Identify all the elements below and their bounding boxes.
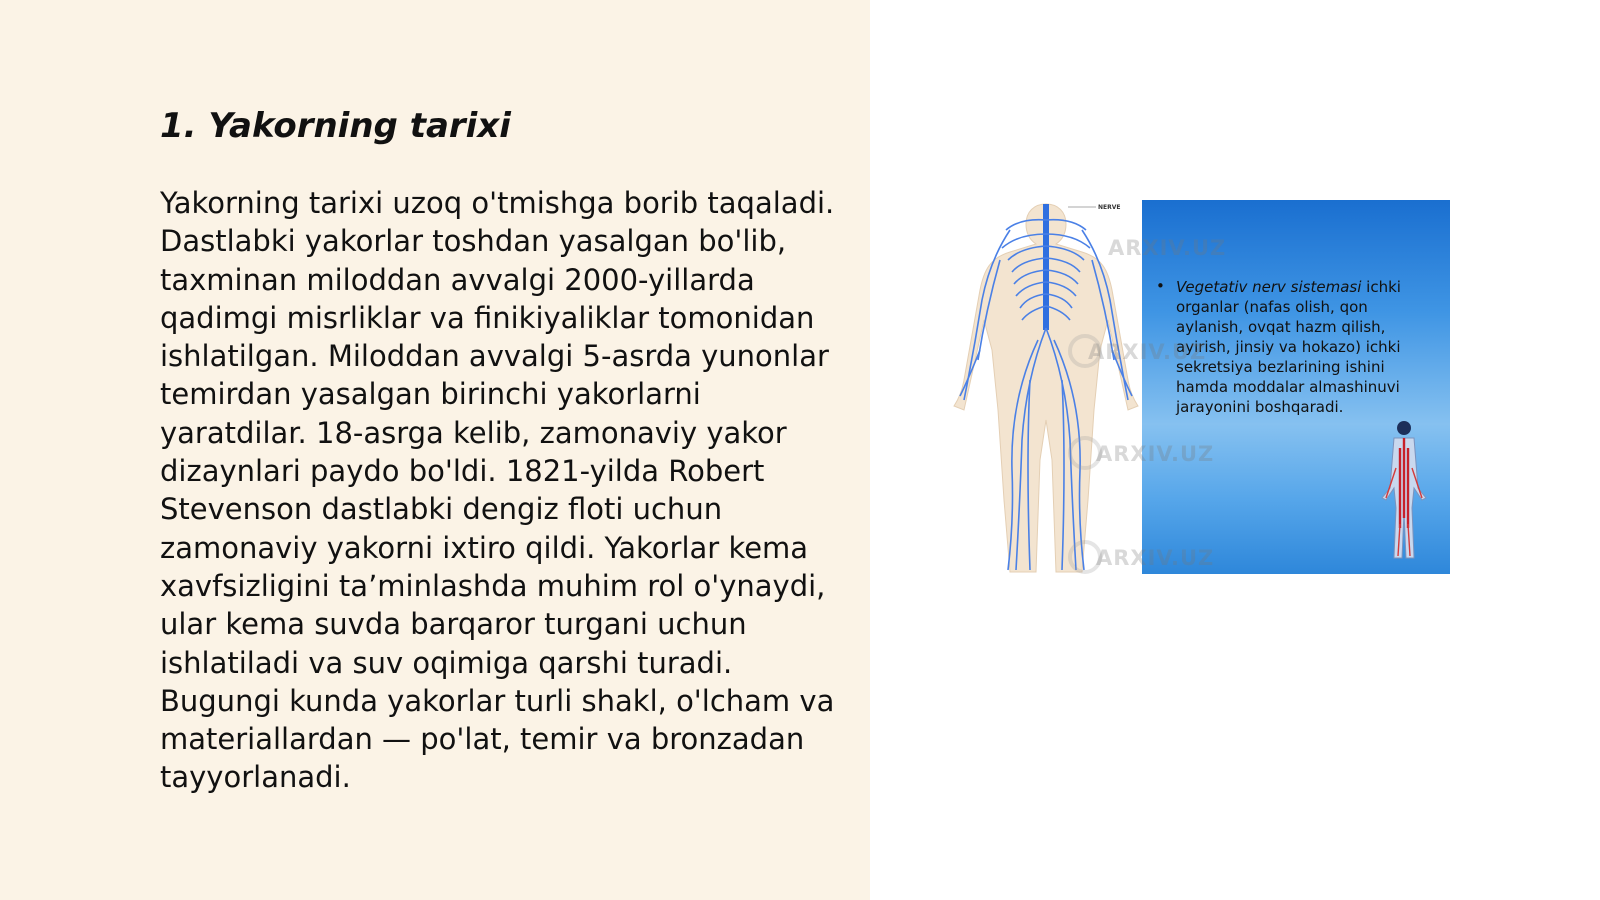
slide-body-text: Yakorning tarixi uzoq o'tmishga borib taqaladi. Dastlabki yakorlar toshdan yasalgan bo'lib, taxminan miloddan avvalgi 2000-yillarda qadimgi misrliklar va finikiyaliklar tomonidan ishlatilgan. Miloddan avvalgi 5-asrda yunonlar temirdan yasalgan birinchi yakorlarni yaratdilar. 18-asrga kelib, zamonaviy yakor dizaynlari paydo bo'ldi. 1821-yilda Robert Stevenson dastlabki dengiz floti uchun zamonaviy yakorni ixtiro qildi. Yakorlar kema xavfsizligini ta’minlashda muhim rol o'ynaydi, ular kema suvda barqaror turgani uchun ishlatiladi va suv oqimiga qarshi turadi. Bugungi kunda yakorlar turli shakl, o'lcham va materiallardan — po'lat, temir va bronzadan tayyorlanadi. — [160, 186, 835, 795]
watermark-text: ARXIV.UZ — [1096, 442, 1215, 466]
watermark-text: ARXIV.UZ — [1088, 340, 1207, 364]
nerve-label: NERVE — [1098, 204, 1121, 211]
caption-lead: Vegetativ nerv sistemasi — [1176, 278, 1362, 296]
nervous-system-figure — [950, 200, 1450, 574]
caption-text: ichki organlar (nafas olish, qon aylanish, ovqat hazm qilish, ayirish, jinsiy va hokazo) ichki sekretsiya bezlarining ishini hamda moddalar almashinuvi jarayonini boshqaradi. — [1176, 278, 1401, 416]
figure-caption — [1156, 277, 1416, 417]
watermark-text: ARXIV.UZ — [1108, 236, 1227, 260]
watermark-text: ARXIV.UZ — [1096, 546, 1215, 570]
bullet-icon: • — [1156, 277, 1165, 295]
slide-title: 1. Yakorning tarixi — [160, 106, 511, 146]
